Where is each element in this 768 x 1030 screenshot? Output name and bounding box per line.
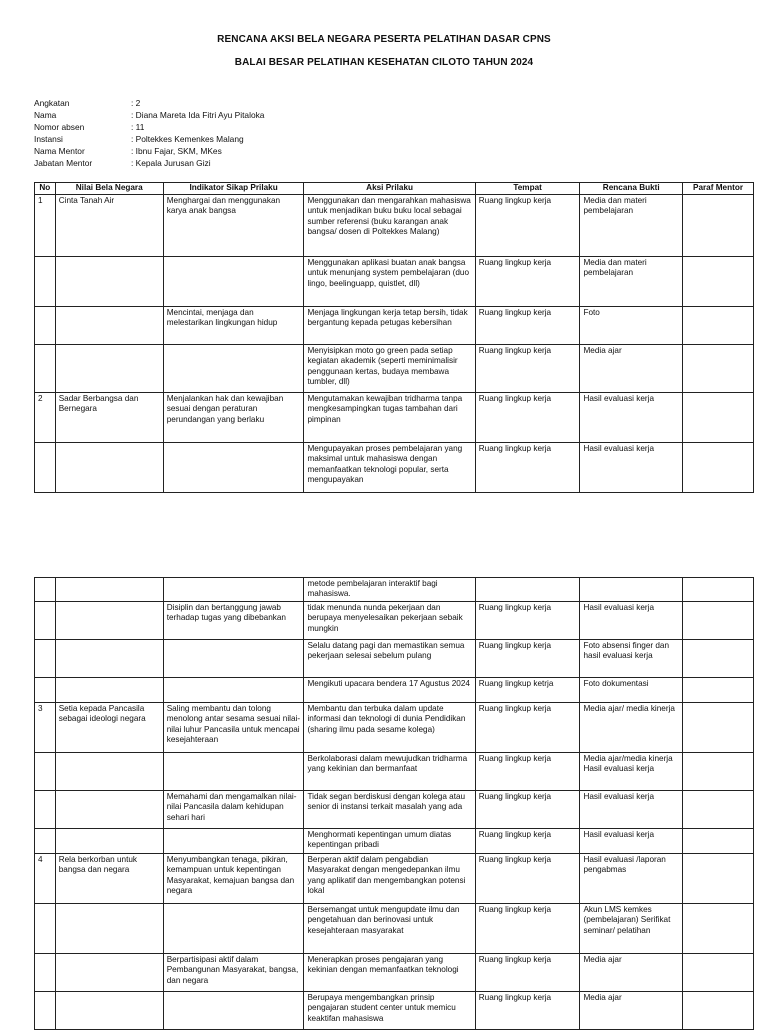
meta-label: Nama Mentor	[34, 146, 85, 156]
cell-indikator: Menyumbangkan tenaga, pikiran, kemampuan untuk kepentingan Masyarakat, kemajuan bangsa dan negara	[163, 854, 304, 904]
cell-indikator: Saling membantu dan tolong menolong antar sesama sesuai nilai-nilai luhur Pancasila untuk mencapai kesejahteraan	[163, 703, 304, 753]
cell-tempat: Ruang lingkup kerja	[475, 703, 580, 753]
cell-bukti: Hasil evaluasi /laporan pengabmas	[580, 854, 683, 904]
cell-indikator: Menjalankan hak dan kewajiban sesuai dengan peraturan perundangan yang berlaku	[163, 393, 304, 443]
action-plan-table-part1	[34, 182, 754, 493]
cell-aksi: Mengikuti upacara bendera 17 Agustus 2024	[304, 678, 475, 703]
cell-aksi: Tidak segan berdiskusi dengan kolega atau senior di instansi terkait masalah yang ada	[304, 791, 475, 829]
cell-indikator	[163, 345, 304, 393]
cell-bukti: Media ajar/media kinerja Hasil evaluasi kerja	[580, 753, 683, 791]
col-header-tempat: Tempat	[475, 183, 580, 195]
meta-row	[34, 157, 264, 169]
cell-no	[35, 602, 56, 640]
cell-aksi: Menggunakan aplikasi buatan anak bangsa untuk menunjang system pembelajaran (duo lingo, beelinguapp, quistlet, dll)	[304, 257, 475, 307]
cell-bukti: Hasil evaluasi kerja	[580, 393, 683, 443]
cell-no	[35, 829, 56, 854]
cell-aksi: Menerapkan proses pengajaran yang kekinian dengan memanfaatkan teknologi	[304, 954, 475, 992]
cell-bukti: Media ajar	[580, 992, 683, 1030]
table-row	[35, 443, 754, 493]
table-row	[35, 307, 754, 345]
cell-tempat: Ruang lingkup kerja	[475, 954, 580, 992]
cell-nilai	[55, 307, 163, 345]
cell-no	[35, 753, 56, 791]
table-row	[35, 393, 754, 443]
col-header-bukti: Rencana Bukti	[580, 183, 683, 195]
cell-paraf	[683, 257, 754, 307]
cell-nilai	[55, 791, 163, 829]
cell-no: 2	[35, 393, 56, 443]
cell-bukti: Media ajar	[580, 345, 683, 393]
cell-tempat: Ruang lingkup kerja	[475, 393, 580, 443]
cell-tempat: Ruang lingkup kerja	[475, 640, 580, 678]
cell-bukti: Media dan materi pembelajaran	[580, 257, 683, 307]
cell-aksi: metode pembelajaran interaktif bagi mahasiswa.	[304, 578, 475, 602]
cell-paraf	[683, 829, 754, 854]
cell-aksi: Mengutamakan kewajiban tridharma tanpa mengkesampingkan tugas tambahan dari pimpinan	[304, 393, 475, 443]
cell-nilai	[55, 257, 163, 307]
cell-no: 1	[35, 195, 56, 257]
cell-bukti: Foto dokumentasi	[580, 678, 683, 703]
cell-no	[35, 257, 56, 307]
participant-info	[34, 97, 264, 169]
cell-bukti: Media ajar	[580, 954, 683, 992]
col-header-indikator: Indikator Sikap Prilaku	[163, 183, 304, 195]
cell-paraf	[683, 640, 754, 678]
cell-nilai	[55, 602, 163, 640]
cell-bukti	[580, 578, 683, 602]
cell-no	[35, 345, 56, 393]
table-row	[35, 602, 754, 640]
meta-label: Instansi	[34, 134, 63, 144]
cell-no	[35, 904, 56, 954]
cell-no	[35, 443, 56, 493]
cell-nilai	[55, 678, 163, 703]
meta-value: : 2	[131, 98, 141, 108]
cell-nilai: Cinta Tanah Air	[55, 195, 163, 257]
cell-nilai	[55, 443, 163, 493]
cell-indikator	[163, 753, 304, 791]
cell-paraf	[683, 393, 754, 443]
cell-tempat: Ruang lingkup kerja	[475, 257, 580, 307]
cell-tempat: Ruang lingkup kerja	[475, 602, 580, 640]
cell-no	[35, 578, 56, 602]
cell-tempat: Ruang lingkup ketrja	[475, 678, 580, 703]
cell-bukti: Hasil evaluasi kerja	[580, 829, 683, 854]
cell-no	[35, 678, 56, 703]
cell-bukti: Foto absensi finger dan hasil evaluasi kerja	[580, 640, 683, 678]
cell-aksi: Menjaga lingkungan kerja tetap bersih, tidak bergantung kepada petugas kebersihan	[304, 307, 475, 345]
cell-bukti: Media ajar/ media kinerja	[580, 703, 683, 753]
meta-value: : Kepala Jurusan Gizi	[131, 158, 211, 168]
table-row	[35, 904, 754, 954]
meta-label: Nomor absen	[34, 122, 85, 132]
cell-nilai	[55, 829, 163, 854]
meta-row	[34, 109, 264, 121]
cell-aksi: Mengupayakan proses pembelajaran yang maksimal untuk mahasiswa dengan memanfaatkan teknologi popular, serta mengupayakan	[304, 443, 475, 493]
cell-tempat: Ruang lingkup kerja	[475, 345, 580, 393]
document-subtitle: BALAI BESAR PELATIHAN KESEHATAN CILOTO TAHUN 2024	[234, 57, 534, 68]
cell-tempat: Ruang lingkup kerja	[475, 854, 580, 904]
cell-indikator	[163, 640, 304, 678]
cell-tempat	[475, 578, 580, 602]
table-row	[35, 345, 754, 393]
cell-aksi: Menyisipkan moto go green pada setiap kegiatan akademik (seperti meminimalisir penggunaan kertas, budaya membawa tumbler, dll)	[304, 345, 475, 393]
cell-tempat: Ruang lingkup kerja	[475, 992, 580, 1030]
cell-aksi: Menghormati kepentingan umum diatas kepentingan pribadi	[304, 829, 475, 854]
cell-tempat: Ruang lingkup kerja	[475, 753, 580, 791]
meta-row	[34, 133, 264, 145]
cell-nilai: Sadar Berbangsa dan Bernegara	[55, 393, 163, 443]
table-row	[35, 257, 754, 307]
cell-aksi: Bersemangat untuk mengupdate ilmu dan pengetahuan dan berinovasi untuk kesejahteraan masyarakat	[304, 904, 475, 954]
cell-paraf	[683, 854, 754, 904]
cell-paraf	[683, 443, 754, 493]
cell-paraf	[683, 602, 754, 640]
cell-paraf	[683, 195, 754, 257]
table-header-row	[35, 183, 754, 195]
cell-nilai	[55, 753, 163, 791]
cell-indikator: Disiplin dan bertanggung jawab terhadap tugas yang dibebankan	[163, 602, 304, 640]
table-row	[35, 703, 754, 753]
cell-indikator: Berpartisipasi aktif dalam Pembangunan Masyarakat, bangsa, dan negara	[163, 954, 304, 992]
cell-indikator	[163, 678, 304, 703]
cell-aksi: tidak menunda nunda pekerjaan dan berupaya menyelesaikan pekerjaan sebaik mungkin	[304, 602, 475, 640]
meta-row	[34, 121, 264, 133]
col-header-no: No	[35, 183, 56, 195]
meta-label: Angkatan	[34, 98, 70, 108]
cell-indikator	[163, 578, 304, 602]
meta-row	[34, 145, 264, 157]
cell-bukti: Hasil evaluasi kerja	[580, 443, 683, 493]
table-row	[35, 195, 754, 257]
cell-paraf	[683, 307, 754, 345]
table-row	[35, 678, 754, 703]
cell-aksi: Berupaya mengembangkan prinsip pengajaran student center untuk memicu keaktifan mahasiswa	[304, 992, 475, 1030]
table-row	[35, 578, 754, 602]
cell-tempat: Ruang lingkup kerja	[475, 904, 580, 954]
cell-no	[35, 640, 56, 678]
cell-indikator	[163, 257, 304, 307]
cell-tempat: Ruang lingkup kerja	[475, 443, 580, 493]
cell-paraf	[683, 678, 754, 703]
cell-bukti: Foto	[580, 307, 683, 345]
cell-nilai	[55, 640, 163, 678]
cell-paraf	[683, 904, 754, 954]
cell-paraf	[683, 578, 754, 602]
cell-paraf	[683, 791, 754, 829]
meta-label: Jabatan Mentor	[34, 158, 93, 168]
cell-nilai	[55, 904, 163, 954]
cell-bukti: Akun LMS kemkes (pembelajaran) Serifikat seminar/ pelatihan	[580, 904, 683, 954]
cell-nilai: Setia kepada Pancasila sebagai ideologi negara	[55, 703, 163, 753]
meta-value: : 11	[131, 122, 145, 132]
table-row	[35, 753, 754, 791]
cell-no	[35, 307, 56, 345]
cell-indikator	[163, 443, 304, 493]
cell-bukti: Hasil evaluasi kerja	[580, 791, 683, 829]
meta-value: : Poltekkes Kemenkes Malang	[131, 134, 244, 144]
col-header-aksi: Aksi Prilaku	[304, 183, 475, 195]
cell-tempat: Ruang lingkup kerja	[475, 307, 580, 345]
meta-label: Nama	[34, 110, 57, 120]
meta-value: : Diana Mareta Ida Fitri Ayu Pitaloka	[131, 110, 265, 120]
cell-indikator: Mencintai, menjaga dan melestarikan lingkungan hidup	[163, 307, 304, 345]
cell-no: 4	[35, 854, 56, 904]
cell-no	[35, 791, 56, 829]
cell-nilai	[55, 954, 163, 992]
cell-indikator: Menghargai dan menggunakan karya anak bangsa	[163, 195, 304, 257]
meta-value: : Ibnu Fajar, SKM, MKes	[131, 146, 222, 156]
cell-indikator	[163, 829, 304, 854]
col-header-paraf: Paraf Mentor	[683, 183, 754, 195]
cell-nilai: Rela berkorban untuk bangsa dan negara	[55, 854, 163, 904]
table-row	[35, 640, 754, 678]
cell-nilai	[55, 578, 163, 602]
cell-aksi: Menggunakan dan mengarahkan mahasiswa untuk menjadikan buku buku local sebagai sumber referensi (buku karangan anak bangsa/ dosen di Poltekkes Malang)	[304, 195, 475, 257]
cell-tempat: Ruang lingkup kerja	[475, 195, 580, 257]
cell-aksi: Membantu dan terbuka dalam update informasi dan teknologi di dunia Pendidikan (sharing ilmu pada sesame kolega)	[304, 703, 475, 753]
cell-no	[35, 954, 56, 992]
cell-tempat: Ruang lingkup kerja	[475, 791, 580, 829]
col-header-nilai: Nilai Bela Negara	[55, 183, 163, 195]
meta-row	[34, 97, 264, 109]
cell-indikator: Memahami dan mengamalkan nilai-nilai Pancasila dalam kehidupan sehari hari	[163, 791, 304, 829]
cell-bukti: Hasil evaluasi kerja	[580, 602, 683, 640]
cell-tempat: Ruang lingkup kerja	[475, 829, 580, 854]
cell-nilai	[55, 345, 163, 393]
cell-no: 3	[35, 703, 56, 753]
action-plan-table-part2	[34, 577, 754, 1030]
table-row	[35, 829, 754, 854]
cell-paraf	[683, 753, 754, 791]
cell-bukti: Media dan materi pembelajaran	[580, 195, 683, 257]
document-title: RENCANA AKSI BELA NEGARA PESERTA PELATIHAN DASAR CPNS	[217, 34, 551, 45]
cell-indikator	[163, 904, 304, 954]
cell-aksi: Berperan aktif dalam pengabdian Masyarakat dengan mengedepankan ilmu yang aplikatif dan mengembangkan potensi lokal	[304, 854, 475, 904]
cell-paraf	[683, 345, 754, 393]
table-row	[35, 791, 754, 829]
cell-paraf	[683, 703, 754, 753]
table-row	[35, 954, 754, 992]
cell-paraf	[683, 954, 754, 992]
cell-aksi: Berkolaborasi dalam mewujudkan tridharma yang kekinian dan bermanfaat	[304, 753, 475, 791]
table-row	[35, 854, 754, 904]
cell-aksi: Selalu datang pagi dan memastikan semua pekerjaan selesai sebelum pulang	[304, 640, 475, 678]
